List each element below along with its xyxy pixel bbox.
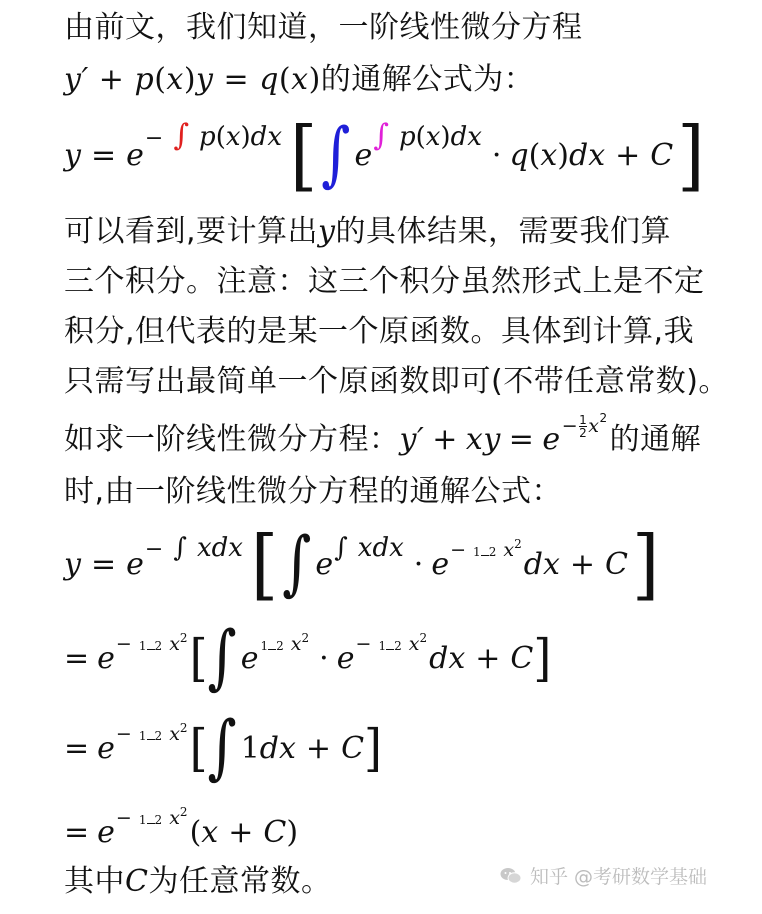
formula-step-2: = e − 1 2 x2 [ ∫ e 1 2 x2 · e − 1 2 x2 dx + C ]: [64, 616, 552, 698]
wechat-icon: [500, 867, 522, 885]
watermark: [500, 862, 707, 889]
text-line-1: [64, 8, 583, 48]
formula-step-1: y = e − ∫ xdx [ ∫ e ∫ xdx · e − 1 2 x2 dx + C ]: [64, 518, 660, 610]
formula-step-3: = e − 1 2 x2 [ ∫ 1 dx + C ]: [64, 706, 382, 788]
integral-blue-icon: ∫: [321, 113, 351, 195]
formula-step-4: = e − 1 2 x2 ( x + C ): [64, 805, 299, 850]
text-line-5: 三个积分。注意：这三个积分虽然形式上是不定: [64, 264, 705, 299]
text-line-14: 其中C为任意常数。: [64, 864, 332, 899]
watermark-text: 知乎 @考研数学基础: [530, 866, 708, 888]
text-line-2: [64, 60, 534, 100]
text-line-8: 如求一阶线性微分方程： y′ + xy = e − $\frac{1}{2}$ x 2 的通解: [64, 411, 702, 457]
text-formula-intro: 的通解公式为：: [320, 62, 535, 97]
text-line-6: 积分,但代表的是某一个原函数。具体到计算,我: [64, 314, 695, 349]
math-ode: y′ + p(x)y = q(x): [64, 62, 321, 97]
integral-magenta-icon: ∫: [373, 118, 389, 153]
integral-red-icon: ∫: [173, 118, 189, 153]
formula-general-solution: y = e − ∫ p(x)dx [ ∫ e ∫ p(x)dx · q ( x ) dx + C ]: [64, 109, 705, 201]
text-line-4: 可以看到,要计算出y的具体结果，需要我们算: [64, 214, 671, 249]
text-intro: 由前文，我们知道，一阶线性微分方程: [64, 10, 583, 45]
text-line-9: 时,由一阶线性微分方程的通解公式：: [64, 474, 563, 509]
text-line-7: 只需写出最简单一个原函数即可(不带任意常数)。: [64, 364, 729, 399]
